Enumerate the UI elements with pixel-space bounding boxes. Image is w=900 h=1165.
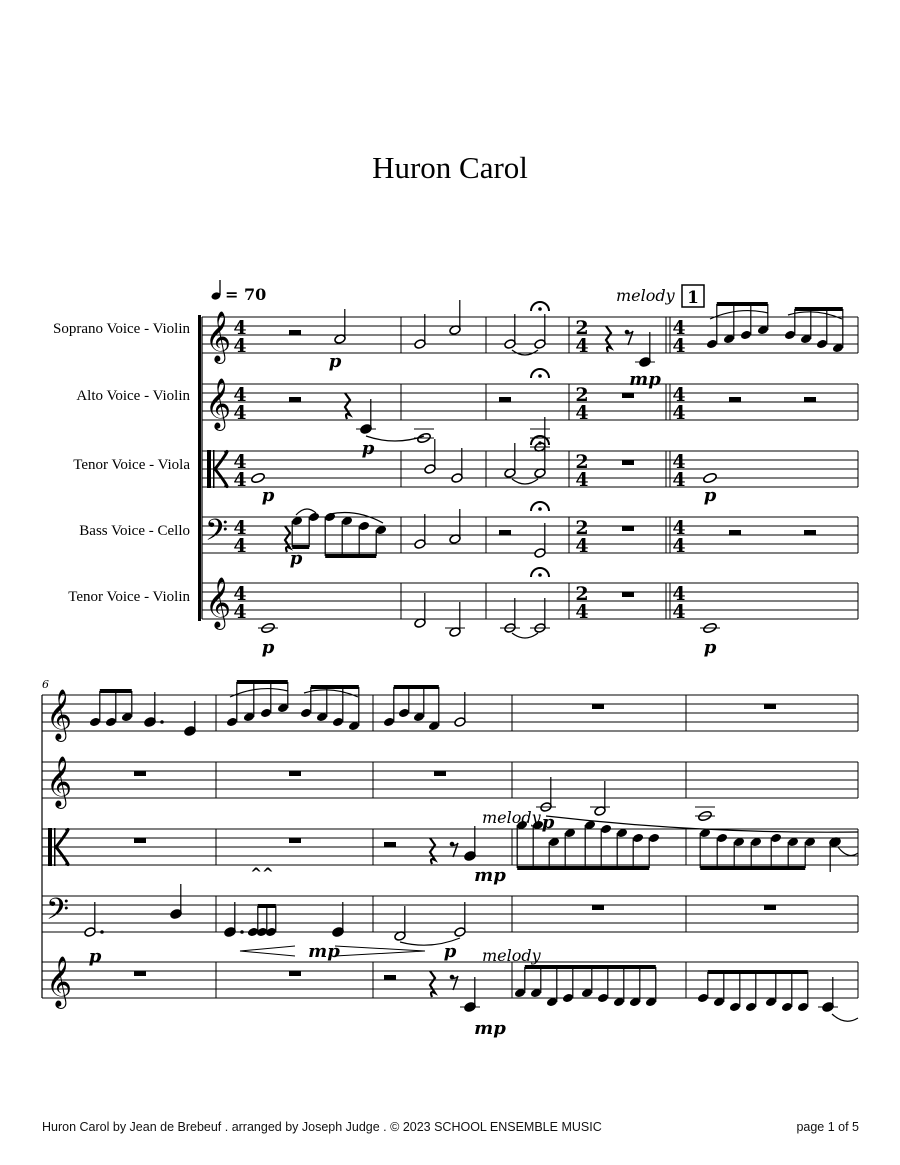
slur [832,1014,858,1021]
svg-text:2: 2 [575,317,589,339]
whole-rest [434,771,446,776]
dynamic-p: p [443,941,457,962]
time-signature [233,317,246,357]
tempo-marking [211,280,267,304]
slur [788,312,842,319]
svg-text:2: 2 [575,451,589,473]
beamed-eighths [697,972,809,1012]
time-signature [233,583,246,623]
half-note [454,902,466,937]
dynamic-p: p [261,485,275,506]
svg-text:4: 4 [575,535,589,557]
svg-text:4: 4 [672,469,686,491]
treble-clef: 𝄞 [46,756,73,807]
quarter-rest [430,838,435,864]
dynamic-p: p [261,637,275,658]
beamed-eighths [699,828,816,868]
dynamic-mp: mp [474,865,506,886]
half-note [449,300,461,335]
svg-text:4: 4 [672,451,686,473]
time-signature [575,583,588,623]
slur [366,436,424,441]
svg-text:4: 4 [233,535,247,557]
whole-rest [592,704,604,709]
quarter-note [332,902,344,937]
svg-text:4: 4 [672,517,686,539]
eighth-rest [450,975,458,990]
time-signatures [233,317,685,623]
whole-rest [622,526,634,531]
half-note [504,443,516,478]
half-rest [499,397,511,402]
half-note [504,314,516,349]
half-note [451,448,463,483]
svg-text:4: 4 [233,583,247,605]
dot [100,930,104,934]
half-note [414,314,426,349]
slur [838,847,858,855]
bass-clef: 𝄢 [46,893,70,934]
whole-rest [764,905,776,910]
whole-rest [622,393,634,398]
whole-note [251,472,266,484]
svg-text:4: 4 [233,317,247,339]
whole-rest [134,771,146,776]
fermata [531,436,549,445]
rehearsal-mark [682,285,704,308]
half-note [449,602,461,637]
quarter-rest [345,393,350,419]
slur [230,689,288,697]
system-bracket [198,315,201,621]
dynamic-p: p [88,946,102,967]
half-note [449,509,461,544]
whole-rest [289,771,301,776]
svg-text:4: 4 [672,601,686,623]
svg-text:4: 4 [672,535,686,557]
svg-text:2: 2 [575,583,589,605]
whole-rest [622,592,634,597]
beamed-eighths [514,967,657,1007]
half-note [84,902,96,937]
svg-text:4: 4 [575,402,589,424]
treble-clef: 𝄞 [46,689,73,740]
whole-rest [592,905,604,910]
half-note [414,514,426,549]
time-signature [672,384,685,424]
half-note [534,314,546,349]
dynamic-mp: mp [629,369,661,390]
time-signature [575,451,588,491]
slur [710,311,768,319]
half-rest [804,530,816,535]
instrument-label-alto-violin: Alto Voice - Violin [76,388,190,404]
half-rest [729,397,741,402]
svg-text:4: 4 [672,402,686,424]
svg-text:4: 4 [575,601,589,623]
treble-clef: 𝄞 [46,956,73,1007]
quarter-rest [606,326,611,352]
marcato-accents: ^^ [250,866,274,882]
eighth-note [184,701,196,736]
half-note [424,439,436,474]
dynamic-p: p [541,812,555,833]
dynamic-p: p [703,485,717,506]
whole-rest [764,704,776,709]
half-note [334,309,346,344]
svg-text:4: 4 [233,601,247,623]
svg-text:2: 2 [575,384,589,406]
time-signature [672,583,685,623]
dynamic-p: p [328,351,342,372]
quarter-note [144,692,156,727]
half-rest [289,397,301,402]
half-rest [384,975,396,980]
svg-text:4: 4 [575,469,589,491]
score-title: Huron Carol [372,150,528,185]
time-signature [672,317,685,357]
quarter-rest [430,971,435,997]
svg-text:2: 2 [575,517,589,539]
dot [240,930,244,934]
svg-text:4: 4 [672,335,686,357]
whole-rest [289,838,301,843]
quarter-note [224,902,236,937]
dot [160,720,164,724]
time-signature [233,451,246,491]
dynamic-mp: mp [308,941,340,962]
whole-rest [622,460,634,465]
beamed-eighths [324,512,387,556]
time-signature [672,517,685,557]
melody-expression: melody [482,808,541,827]
measure-number: 6 [42,678,49,691]
svg-text:4: 4 [575,335,589,357]
svg-text:4: 4 [672,583,686,605]
staff-lines [42,317,858,998]
slur [512,633,538,638]
half-note [594,781,606,816]
fermata [531,568,549,577]
svg-text:4: 4 [233,402,247,424]
quarter-note [829,837,841,872]
treble-clef: 𝄞 [205,378,232,429]
dynamic-p: p [289,548,303,569]
footer-page-number: page 1 of 5 [796,1120,859,1134]
slur [304,690,358,697]
whole-rest [289,971,301,976]
half-rest [804,397,816,402]
bass-clef: 𝄢 [205,514,229,555]
tempo-text: = 70 [225,285,267,304]
beamed-eighths [247,906,277,937]
whole-rest [134,838,146,843]
time-signature [672,451,685,491]
whole-rest [134,971,146,976]
dynamic-p: p [703,637,717,658]
eighth-note [464,826,476,861]
decrescendo-hairpin [335,946,425,956]
half-note [534,523,546,558]
time-signature [233,517,246,557]
dynamic-mp: mp [474,1018,506,1039]
half-rest [729,530,741,535]
svg-text:4: 4 [672,384,686,406]
rehearsal-mark-number: 1 [687,288,699,308]
instrument-label-tenor-viola: Tenor Voice - Viola [73,457,190,473]
beamed-eighths [383,687,440,731]
half-rest [384,842,396,847]
slur [330,512,383,523]
half-note [394,906,406,941]
instrument-label-bass-cello: Bass Voice - Cello [79,523,190,539]
half-note [414,593,426,628]
treble-clef: 𝄞 [205,311,232,362]
half-rest [289,330,301,335]
crescendo-hairpin [240,946,295,956]
half-rest [499,530,511,535]
svg-text:4: 4 [672,317,686,339]
whole-note [703,472,718,484]
half-note [454,692,466,727]
fermata [531,502,549,511]
eighth-rest [450,842,458,857]
melody-expression: melody [482,946,541,965]
time-signature [233,384,246,424]
time-signature [575,384,588,424]
time-signature [575,517,588,557]
quarter-note [170,884,182,919]
svg-text:4: 4 [233,335,247,357]
footer-credit: Huron Carol by Jean de Brebeuf . arranged by Joseph Judge . © 2023 SCHOOL ENSEMBLE MUSIC [42,1120,602,1134]
svg-text:4: 4 [233,451,247,473]
slur [512,479,538,484]
clefs [46,311,231,1009]
fermata [531,302,549,311]
eighth-rest [625,330,633,345]
dynamic-p: p [361,438,375,459]
treble-clef: 𝄞 [205,577,232,628]
fermata [531,369,549,378]
svg-text:4: 4 [233,384,247,406]
instrument-label-tenor-violin: Tenor Voice - Violin [68,589,190,605]
svg-text:4: 4 [233,469,247,491]
notes [84,300,844,1012]
melody-expression: melody [616,286,675,305]
instrument-label-soprano-violin: Soprano Voice - Violin [52,321,190,337]
time-signature [575,317,588,357]
svg-text:4: 4 [233,517,247,539]
